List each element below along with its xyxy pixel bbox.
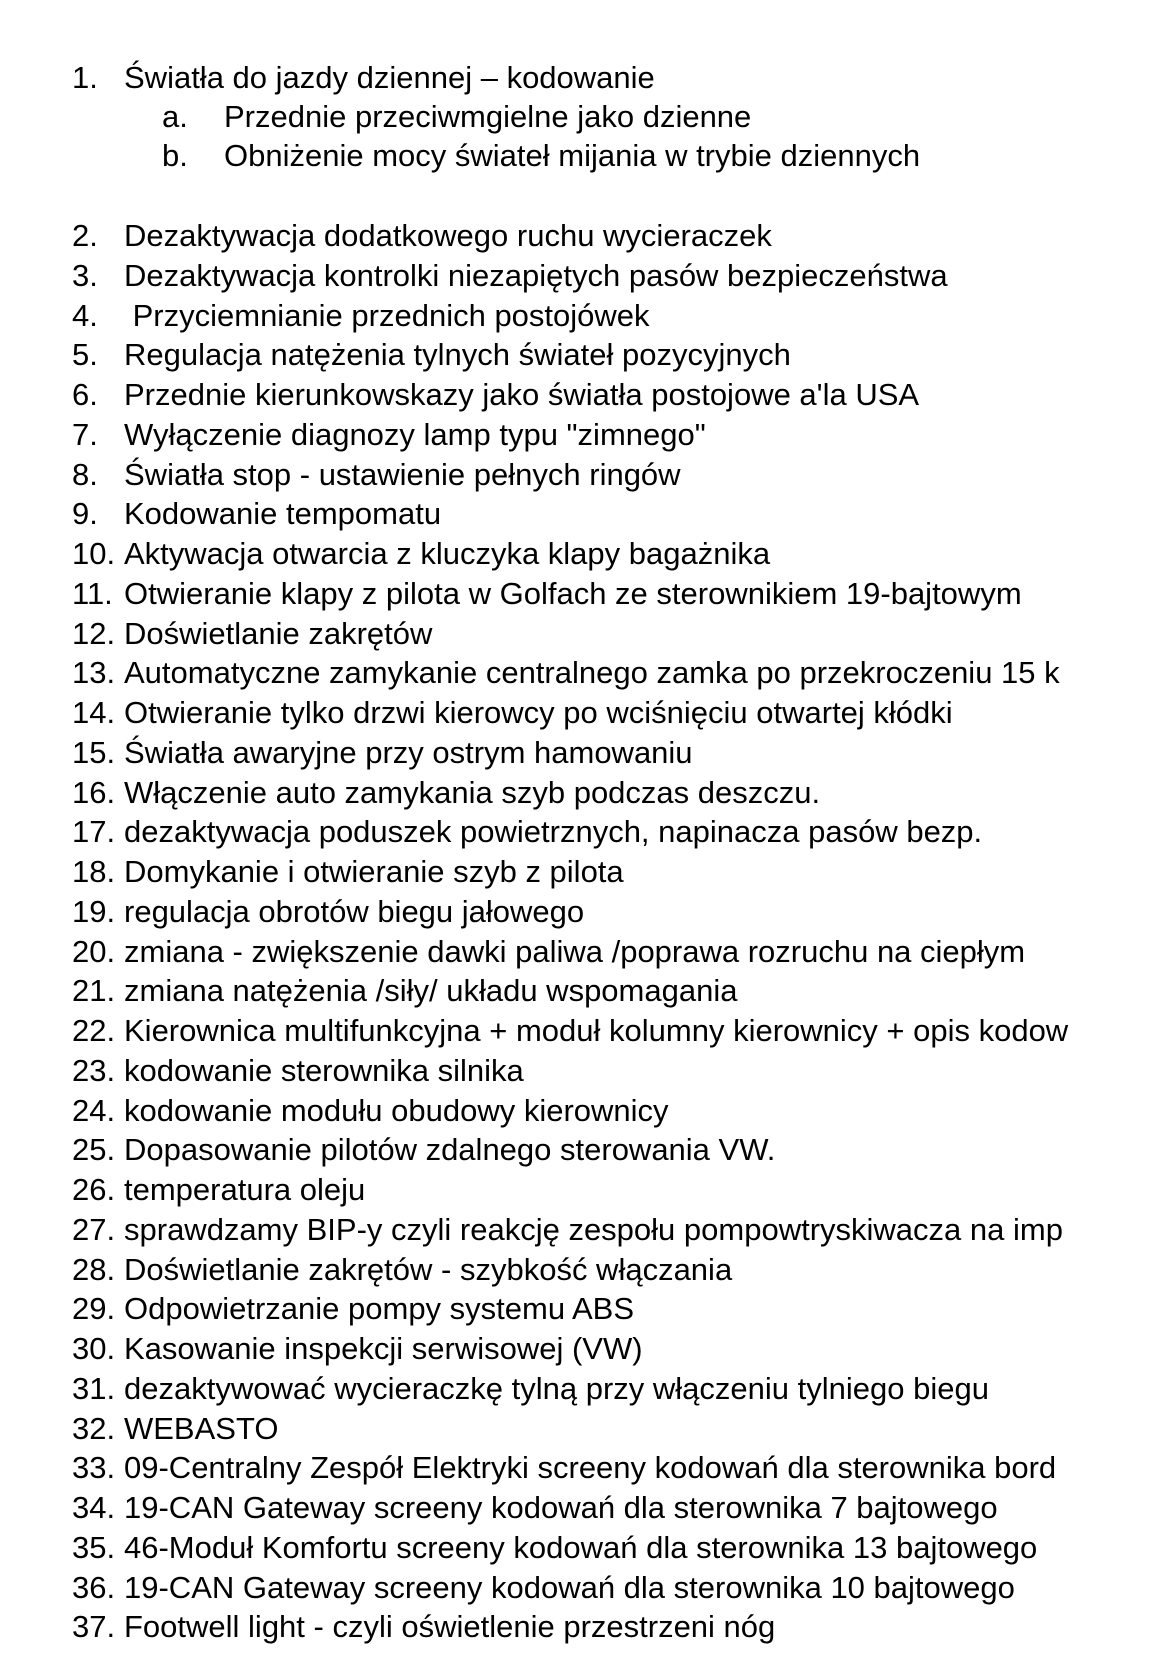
item-number: 29. [72,1291,116,1326]
item-text: 19-CAN Gateway screeny kodowań dla sterownika 7 bajtowego [124,1490,998,1525]
item-number: 9. [72,496,98,531]
item-number: 35. [72,1530,116,1565]
item-text: Włączenie auto zamykania szyb podczas deszczu. [124,775,821,810]
item-text: 46-Moduł Komfortu screeny kodowań dla sterownika 13 bajtowego [124,1530,1038,1565]
item-number: 1. [72,60,98,95]
item-number: 16. [72,775,116,810]
item-number: 34. [72,1490,116,1525]
item-text: Dezaktywacja kontrolki niezapiętych pasów bezpieczeństwa [124,258,948,293]
item-number: 23. [72,1053,116,1088]
item-number: 19. [72,894,116,929]
item-number: 7. [72,417,98,452]
item-text: Doświetlanie zakrętów [124,616,433,651]
item-text: Dopasowanie pilotów zdalnego sterowania VW. [124,1132,776,1167]
item-number: 18. [72,854,116,889]
item-text: Doświetlanie zakrętów - szybkość włączania [124,1252,733,1287]
item-text: Przednie kierunkowskazy jako światła postojowe a'la USA [124,377,920,412]
item-text: 19-CAN Gateway screeny kodowań dla sterownika 10 bajtowego [124,1570,1015,1605]
item-number: 14. [72,695,116,730]
item-number: 10. [72,536,116,571]
item-text: Światła do jazdy dziennej – kodowanie [124,60,655,95]
item-text: Kierownica multifunkcyjna + moduł kolumny kierownicy + opis kodow [124,1013,1069,1048]
item-text: Automatyczne zamykanie centralnego zamka po przekroczeniu 15 k [124,655,1060,690]
item-number: 2. [72,218,98,253]
item-number: 3. [72,258,98,293]
item-number: 22. [72,1013,116,1048]
item-text: Regulacja natężenia tylnych świateł pozycyjnych [124,337,791,372]
item-text: Światła stop - ustawienie pełnych ringów [124,457,681,492]
item-number: 20. [72,934,116,969]
item-text: WEBASTO [124,1411,279,1446]
item-text: zmiana natężenia /siły/ układu wspomagania [124,973,738,1008]
item-text: Aktywacja otwarcia z kluczyka klapy bagażnika [124,536,771,571]
item-number: 30. [72,1331,116,1366]
item-text: dezaktywować wycieraczkę tylną przy włączeniu tylniego biegu [124,1371,989,1406]
item-text: Przyciemnianie przednich postojówek [124,298,650,333]
item-number: 26. [72,1172,116,1207]
item-number: 6. [72,377,98,412]
item-number: 17. [72,814,116,849]
item-number: 11. [72,576,113,611]
item-text: Otwieranie klapy z pilota w Golfach ze sterownikiem 19-bajtowym [124,576,1022,611]
item-text: 09-Centralny Zespół Elektryki screeny kodowań dla sterownika bord [124,1450,1057,1485]
item-number: 13. [72,655,116,690]
item-text: sprawdzamy BIP-y czyli reakcję zespołu pompowtryskiwacza na imp [124,1212,1063,1247]
item-number: 15. [72,735,116,770]
item-text: Wyłączenie diagnozy lamp typu "zimnego" [124,417,706,452]
item-text: temperatura oleju [124,1172,366,1207]
item-number: 4. [72,298,98,333]
item-number: 5. [72,337,98,372]
item-number: 12. [72,616,116,651]
item-number: 28. [72,1252,116,1287]
item-text: Dezaktywacja dodatkowego ruchu wycieraczek [124,218,772,253]
item-number: 25. [72,1132,116,1167]
item-text: Footwell light - czyli oświetlenie przestrzeni nóg [124,1609,776,1644]
item-letter: b. [162,138,188,173]
item-number: 31. [72,1371,116,1406]
item-number: 27. [72,1212,116,1247]
item-number: 36. [72,1570,116,1605]
item-number: 21. [72,973,116,1008]
item-text: Przednie przeciwmgielne jako dzienne [224,99,752,134]
item-number: 37. [72,1609,116,1644]
item-text: zmiana - zwiększenie dawki paliwa /poprawa rozruchu na ciepłym [124,934,1026,969]
item-text: kodowanie modułu obudowy kierownicy [124,1093,669,1128]
item-text: Domykanie i otwieranie szyb z pilota [124,854,624,889]
item-number: 8. [72,457,98,492]
item-number: 33. [72,1450,116,1485]
item-text: Odpowietrzanie pompy systemu ABS [124,1291,635,1326]
item-text: regulacja obrotów biegu jałowego [124,894,585,929]
item-text: Światła awaryjne przy ostrym hamowaniu [124,735,693,770]
item-number: 24. [72,1093,116,1128]
item-text: dezaktywacja poduszek powietrznych, napinacza pasów bezp. [124,814,983,849]
item-number: 32. [72,1411,116,1446]
item-text: Obniżenie mocy świateł mijania w trybie dziennych [224,138,921,173]
item-text: Otwieranie tylko drzwi kierowcy po wciśnięciu otwartej kłódki [124,695,953,730]
item-text: Kodowanie tempomatu [124,496,442,531]
item-letter: a. [162,99,188,134]
item-text: kodowanie sterownika silnika [124,1053,524,1088]
item-text: Kasowanie inspekcji serwisowej (VW) [124,1331,643,1366]
